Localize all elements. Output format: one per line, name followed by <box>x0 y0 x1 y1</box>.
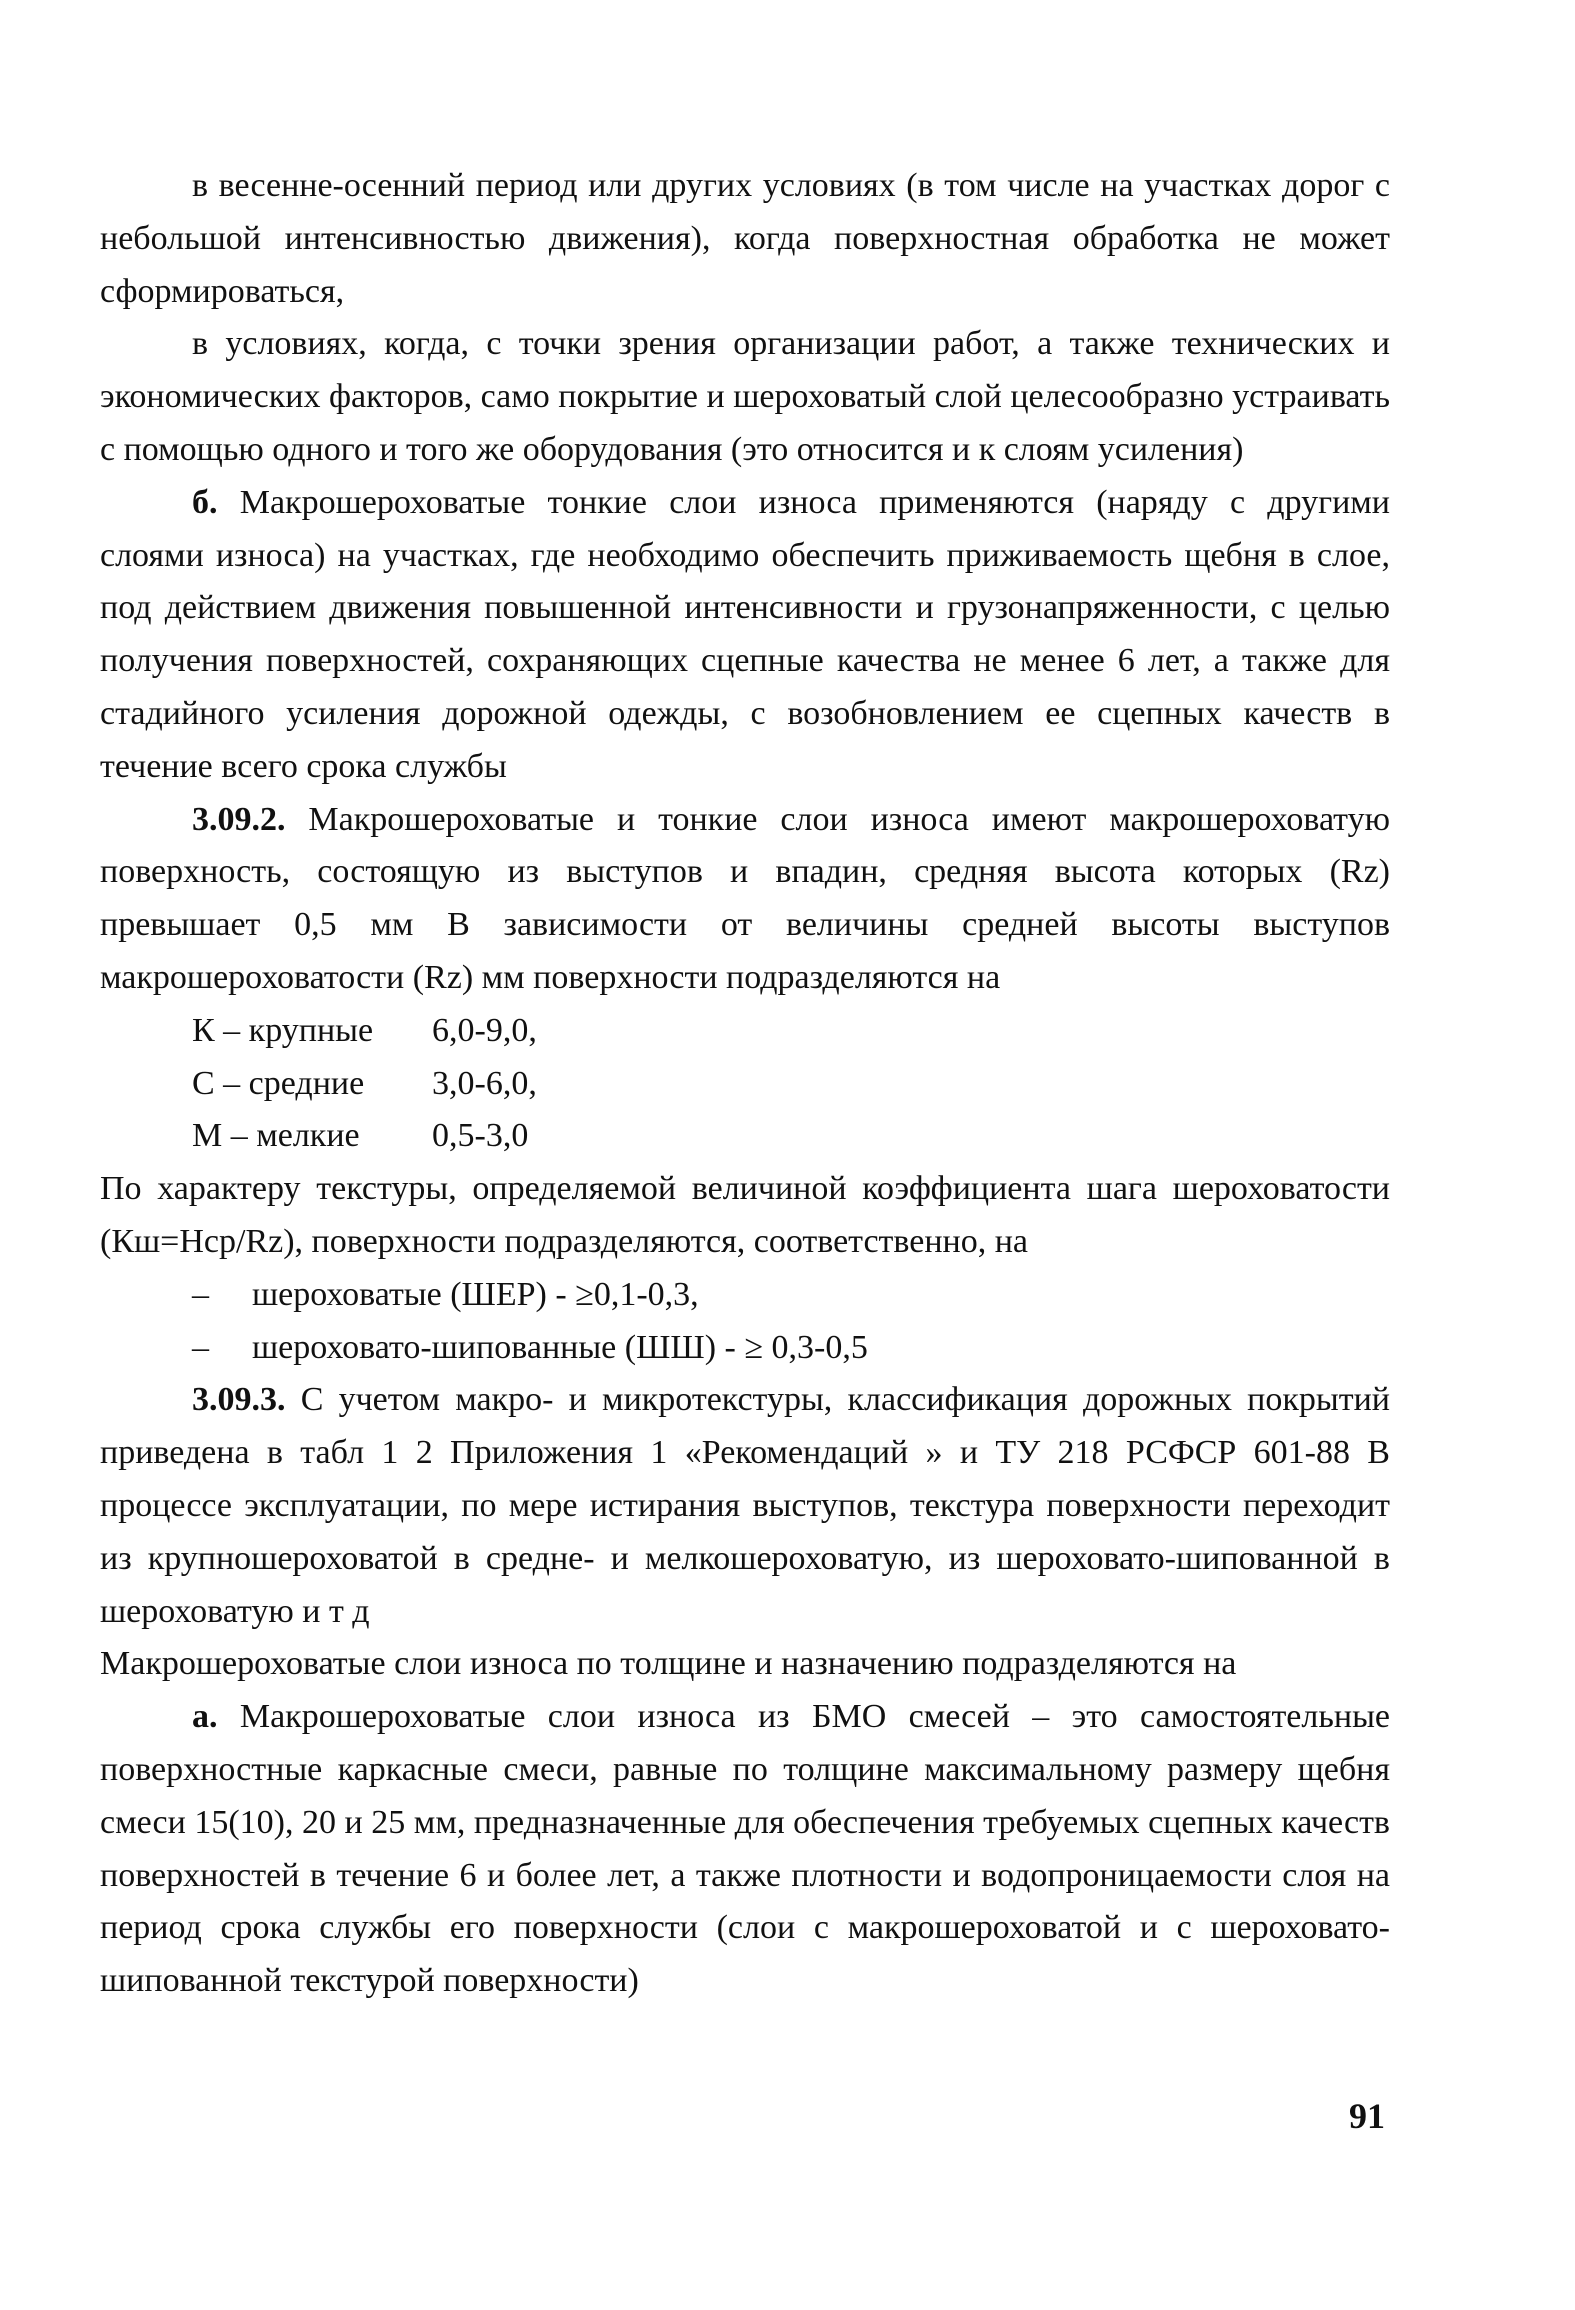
paragraph-a-text: Макрошероховатые слои износа из БМО смесей – это самостоятельные поверхностные каркасные смеси, равные по толщине максимальному размеру щебня смеси 15(10), 20 и 25 мм, предназначенные для обеспечения требуемых сцепных качеств поверхностей в течение 6 и более лет, а также плотности и водопроницаемости слоя на период срока службы его поверхности (слои с макрошероховатой и с шероховато-шипованной текстурой поверхности) <box>100 1698 1390 2000</box>
paragraph-3-09-2-text: Макрошероховатые и тонкие слои износа имеют макрошероховатую поверхность, состоящую из выступов и впадин, средняя высота которых (Rz) превышает 0,5 мм В зависимости от величины средней высоты выступов макрошероховатости (Rz) мм поверхности подразделяются на <box>100 800 1390 996</box>
paragraph-3-09-3-text: С учетом макро- и микротекстуры, классификация дорожных покрытий приведена в табл 1 2 Приложения 1 «Рекомендаций » и ТУ 218 РСФСР 601-88 В процессе эксплуатации, по мере истирания выступов, текстура поверхности переходит из крупношероховатой в средне- и мелкошероховатую, из шероховато-шипованной в шероховатую и т д <box>100 1381 1390 1630</box>
paragraph-thickness-classification: Макрошероховатые слои износа по толщине и назначению подразделяются на <box>100 1645 1237 1683</box>
texture-type-item <box>192 1269 1390 1322</box>
paragraph-b-text: Макрошероховатые тонкие слои износа применяются (наряду с другими слоями износа) на участках, где необходимо обеспечить приживаемость щебня в слое, под действием движения повышенной интенсивности и грузонапряженности, с целью получения поверхностей, сохраняющих сцепные качества не менее 6 лет, а также для стадийного усиления дорожной одежды, с возобновлением ее сцепных качеств в течение всего срока службы <box>100 483 1390 785</box>
texture-type-text: шероховато-шипованные (ШШ) - ≥ 0,3-0,5 <box>252 1328 868 1366</box>
gradation-range: 6,0-9,0, <box>432 1011 537 1049</box>
paragraph-3-09-2 <box>100 794 1390 1005</box>
gradation-range: 0,5-3,0 <box>432 1117 529 1155</box>
paragraph-seasonal-conditions: в весенне-осенний период или других условиях (в том числе на участках дорог с небольшой интенсивностью движения), когда поверхностная обработка не может сформироваться, <box>100 167 1390 310</box>
paragraph-equipment-conditions: в условиях, когда, с точки зрения организации работ, а также технических и экономических факторов, само покрытие и шероховатый слой целесообразно устраивать с помощью одного и того же оборудования (это относится и к слоям усиления) <box>100 325 1390 468</box>
item-marker-b: б. <box>192 483 218 521</box>
gradation-range: 3,0-6,0, <box>432 1064 537 1102</box>
page-number: 91 <box>1349 2096 1385 2136</box>
paragraph-texture-character: По характеру текстуры, определяемой величиной коэффициента шага шероховатости (Кш=Нср/Rz), поверхности подразделяются, соответственно, на <box>100 1170 1390 1260</box>
texture-type-text: шероховатые (ШЕР) - ≥0,1-0,3, <box>252 1275 699 1313</box>
dash-marker: – <box>192 1328 209 1366</box>
gradation-label: С – средние <box>192 1064 365 1102</box>
paragraph-3-09-3 <box>100 1374 1390 1638</box>
paragraph-a-bmo-mixes <box>100 1691 1390 2008</box>
paragraph-b-application <box>100 477 1390 794</box>
texture-type-item <box>192 1322 1390 1375</box>
page-body <box>100 160 1390 2008</box>
item-marker-a: а. <box>192 1698 218 1736</box>
gradation-label: М – мелкие <box>192 1117 360 1155</box>
section-number-3-09-2: 3.09.2. <box>192 800 286 838</box>
section-number-3-09-3: 3.09.3. <box>192 1381 286 1419</box>
gradation-label: К – крупные <box>192 1011 374 1049</box>
roughness-gradation-list <box>192 1005 1390 1163</box>
dash-marker: – <box>192 1275 209 1313</box>
